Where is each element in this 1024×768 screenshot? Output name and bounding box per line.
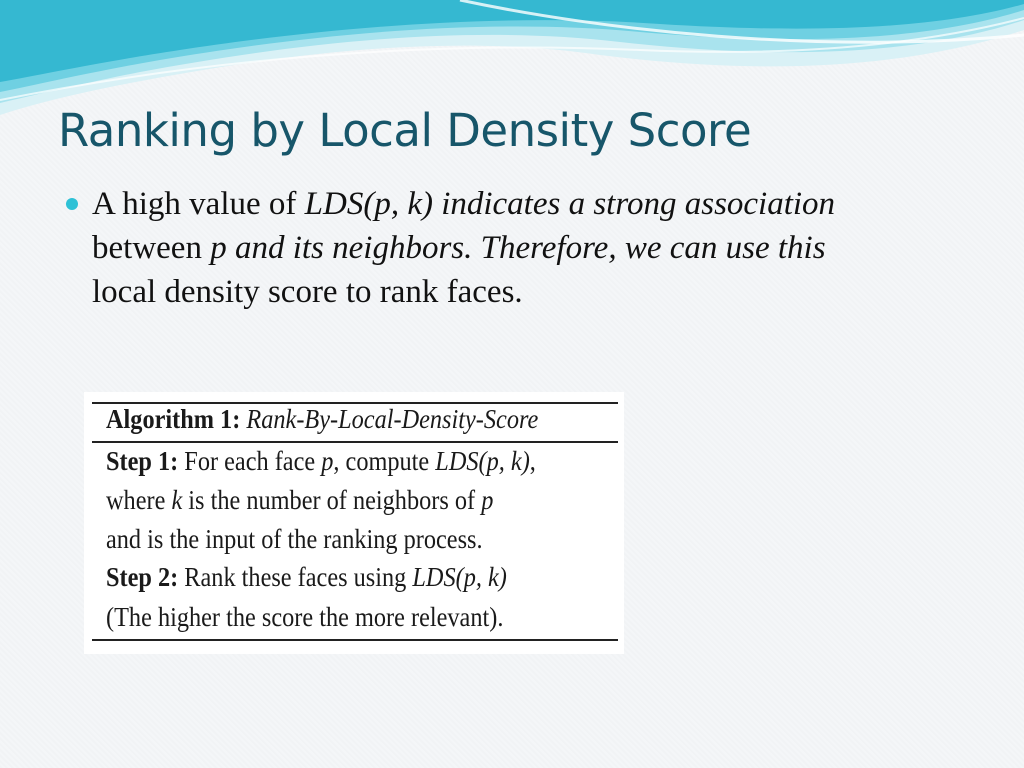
slide-title: Ranking by Local Density Score	[58, 104, 752, 157]
line-3-text: and is the input of the ranking process.	[106, 524, 483, 554]
step-1-text-a: For each face	[178, 446, 322, 476]
bullet-dot-icon	[66, 198, 78, 210]
bullet-line-3-plain: local density score to rank faces.	[92, 274, 523, 310]
line-2-text-a: where	[106, 485, 172, 515]
algorithm-step-1	[106, 446, 536, 477]
line-5-text: (The higher the score the more relevant).	[106, 602, 504, 632]
bullet-line-3	[92, 270, 972, 314]
algorithm-line-5	[106, 602, 503, 633]
algorithm-line-2	[106, 485, 493, 516]
bullet-line-2-italic: p and its neighbors. Therefore, we can use this	[210, 230, 826, 266]
line-2-var-k: k	[171, 485, 183, 515]
bullet-line-1-plain: A high value of	[92, 186, 305, 222]
bullet-line-1-italic: LDS(p, k) indicates a strong association	[304, 186, 836, 222]
algorithm-step-2	[106, 562, 507, 593]
algorithm-header-label: Algorithm 1:	[106, 404, 241, 434]
algorithm-header-name: Rank-By-Local-Density-Score	[246, 404, 539, 434]
line-2-text-b: is the number of neighbors of	[182, 485, 482, 515]
bullet-line-2	[92, 226, 972, 270]
algorithm-header	[106, 404, 538, 435]
step-1-var-p: p	[321, 446, 334, 476]
algorithm-line-3	[106, 524, 483, 555]
step-1-label: Step 1:	[106, 446, 179, 476]
step-2-text-a: Rank these faces using	[178, 562, 413, 592]
line-2-var-p: p	[481, 485, 494, 515]
bullet-line-1	[92, 182, 972, 226]
step-2-label: Step 2:	[106, 562, 179, 592]
algorithm-header-rule	[92, 441, 618, 443]
bullet-text	[92, 182, 972, 314]
algorithm-box	[84, 392, 624, 654]
bullet-line-2-plain: between	[92, 230, 211, 266]
algorithm-bottom-rule	[92, 639, 618, 641]
step-1-lds: LDS(p, k)	[435, 446, 530, 476]
step-1-text-b: , compute	[333, 446, 436, 476]
step-1-text-c: ,	[529, 446, 536, 476]
step-2-lds: LDS(p, k)	[412, 562, 507, 592]
